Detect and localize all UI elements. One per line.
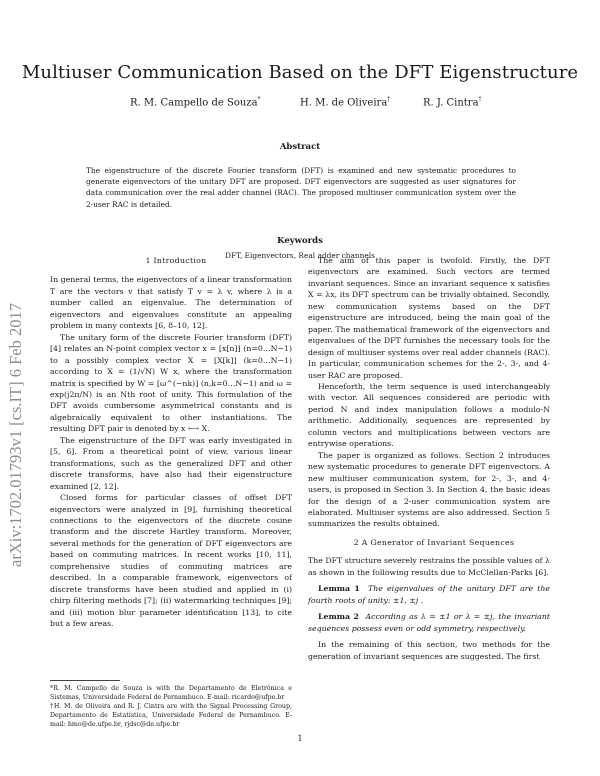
author-mark: * — [257, 96, 261, 103]
paragraph: The DFT structure severely restrains the possible values of λ as shown in the following results due to McClellan-Parks [6]. — [308, 556, 550, 577]
lemma-text: The eigenvalues of the unitary DFT are the fourth roots of unity: ±1, ±j . — [308, 584, 550, 605]
footnote-rule — [50, 680, 120, 681]
author-2 — [300, 96, 390, 108]
author-1 — [130, 96, 261, 108]
author-mark: † — [478, 96, 482, 103]
keywords-heading: Keywords — [277, 236, 323, 246]
author-name: H. M. de Oliveira — [300, 97, 388, 109]
section-heading-generator: 2 A Generator of Invariant Sequences — [353, 537, 515, 547]
footnotes — [50, 684, 292, 729]
paragraph: The eigenstructure of the DFT was early investigated in [5, 6]. From a theoretical point of view, various linear transformations, such as the generalized DFT and other discrete transforms, have also had their eigenstructure examined [2, 12]. — [50, 435, 292, 491]
keywords-body: DFT, Eigenvectors, Real adder channels — [225, 251, 375, 260]
abstract-body: The eigenstructure of the discrete Fourier transform (DFT) is examined and new systematic procedures to generate eigenvectors of the unitary DFT are proposed. DFT eigenvectors are suggested as user signatures for data communication over the real adder channel (RAC). The proposed multiuser communication system over the 2-user RAC is detailed. — [86, 166, 516, 209]
right-column — [308, 255, 550, 662]
lemma-label: Lemma 2 — [318, 612, 359, 622]
paragraph: The aim of this paper is twofold. Firstly, the DFT eigenvectors are examined. Such vectors are termed invariant sequences. Since an invariant sequence x satisfies X = λx, its DFT spectrum can be trivially obtained. Secondly, new communication systems based on the DFT eigenstructure are introduced, being the main goal of the paper. The mathematical framework of the eigenvectors and eigenvalues of the DFT furnishes the necessary tools for the design of multiuser systems over real adder channels (RAC). In particular, communication schemes for the 2-, 3-, and 4-user RAC are proposed. — [308, 256, 550, 380]
paragraph: In the remaining of this section, two methods for the generation of invariant sequences are suggested. The first — [308, 640, 550, 661]
paragraph: Closed forms for particular classes of offset DFT eigenvectors were analyzed in [9], furnishing theoretical connections to the eigenvectors of the discrete cosine transform and the discrete Hartley transform. Moreover, several methods for the generation of DFT eigenvectors are based on commuting matrices. In recent works [10, 11], comprehensive studies of commuting matrices are described. In a comparable framework, eigenvectors of discrete transforms have been studied and applied in (i) chirp filtering methods [7]; (ii) watermarking techniques [9]; and (iii) motion blur parameter identification [13], to cite but a few areas. — [50, 493, 292, 629]
left-column — [50, 255, 292, 630]
author-name: R. M. Campello de Souza — [130, 97, 258, 109]
lemma-2 — [308, 611, 550, 634]
paragraph: Henceforth, the term sequence is used interchangeably with vector. All sequences considered are periodic with period N and index manipulation follows a modulo-N arithmetic. Additionally, sequences are represented by column vectors and multiplications between vectors are entrywise operations. — [308, 381, 550, 449]
lemma-text: According as λ = ±1 or λ = ±j, the invariant sequences possess even or odd symmetry, respectively. — [308, 612, 550, 633]
footnote: *R. M. Campello de Souza is with the Departamento de Eletrônica e Sistemas, Universidade Federal de Pernambuco. E-mail: ricardo@ufpe.br — [50, 685, 292, 702]
paragraph: The paper is organized as follows. Section 2 introduces new systematic procedures to generate DFT eigenvectors. A new multiuser communication system, for 2-, 3-, and 4-users, is proposed in Section 3. In Section 4, the basic ideas for the design of a 2-user communication system are elaborated. Multiuser systems are also addressed. Section 5 summarizes the results obtained. — [308, 450, 550, 529]
author-3 — [423, 96, 482, 108]
paragraph: In general terms, the eigenvectors of a linear transformation T are the vectors v that satisfy T v = λ v, where λ is a number called an eigenvalue. The determination of eigenvectors and eigenvalues constitute an appealing problem in many contexts [6, 8–10, 12]. — [50, 275, 292, 331]
section-heading-introduction: 1 Introduction — [145, 256, 207, 265]
author-name: R. J. Cintra — [423, 97, 479, 109]
footnote: †H. M. de Oliveira and R. J. Cintra are with the Signal Processing Group, Departamento de Estatística, Universidade Federal de Pernambuco. E-mail: hmo@de.ufpe.br, rjdsc@de.ufpe.br — [50, 703, 292, 729]
author-mark: † — [387, 96, 391, 103]
arxiv-identifier: arXiv:1702.01793v1 [cs.IT] 6 Feb 2017 — [6, 303, 25, 567]
lemma-1 — [308, 583, 550, 606]
paper-title: Multiuser Communication Based on the DFT Eigenstructure — [21, 62, 579, 83]
paragraph: The unitary form of the discrete Fourier transform (DFT) [4] relates an N-point complex vector x = [x[n]] (n=0…N−1) to a possibly complex vector X = [X[k]] (k=0…N−1) according to X = (1/√N) W x, where the transformation matrix is specified by W = [ω^(−nk)] (n,k=0…N−1) and ω = exp(j2π/N) is an Nth root of unity. This formulation of the DFT avoids cumbersome asymmetrical constants and is algebraically equivalent to other instantiations. The resulting DFT pair is denoted by x ⟷ X. — [50, 332, 292, 434]
lemma-label: Lemma 1 — [318, 584, 360, 594]
abstract-heading: Abstract — [279, 142, 321, 152]
page-number: 1 — [297, 734, 303, 743]
